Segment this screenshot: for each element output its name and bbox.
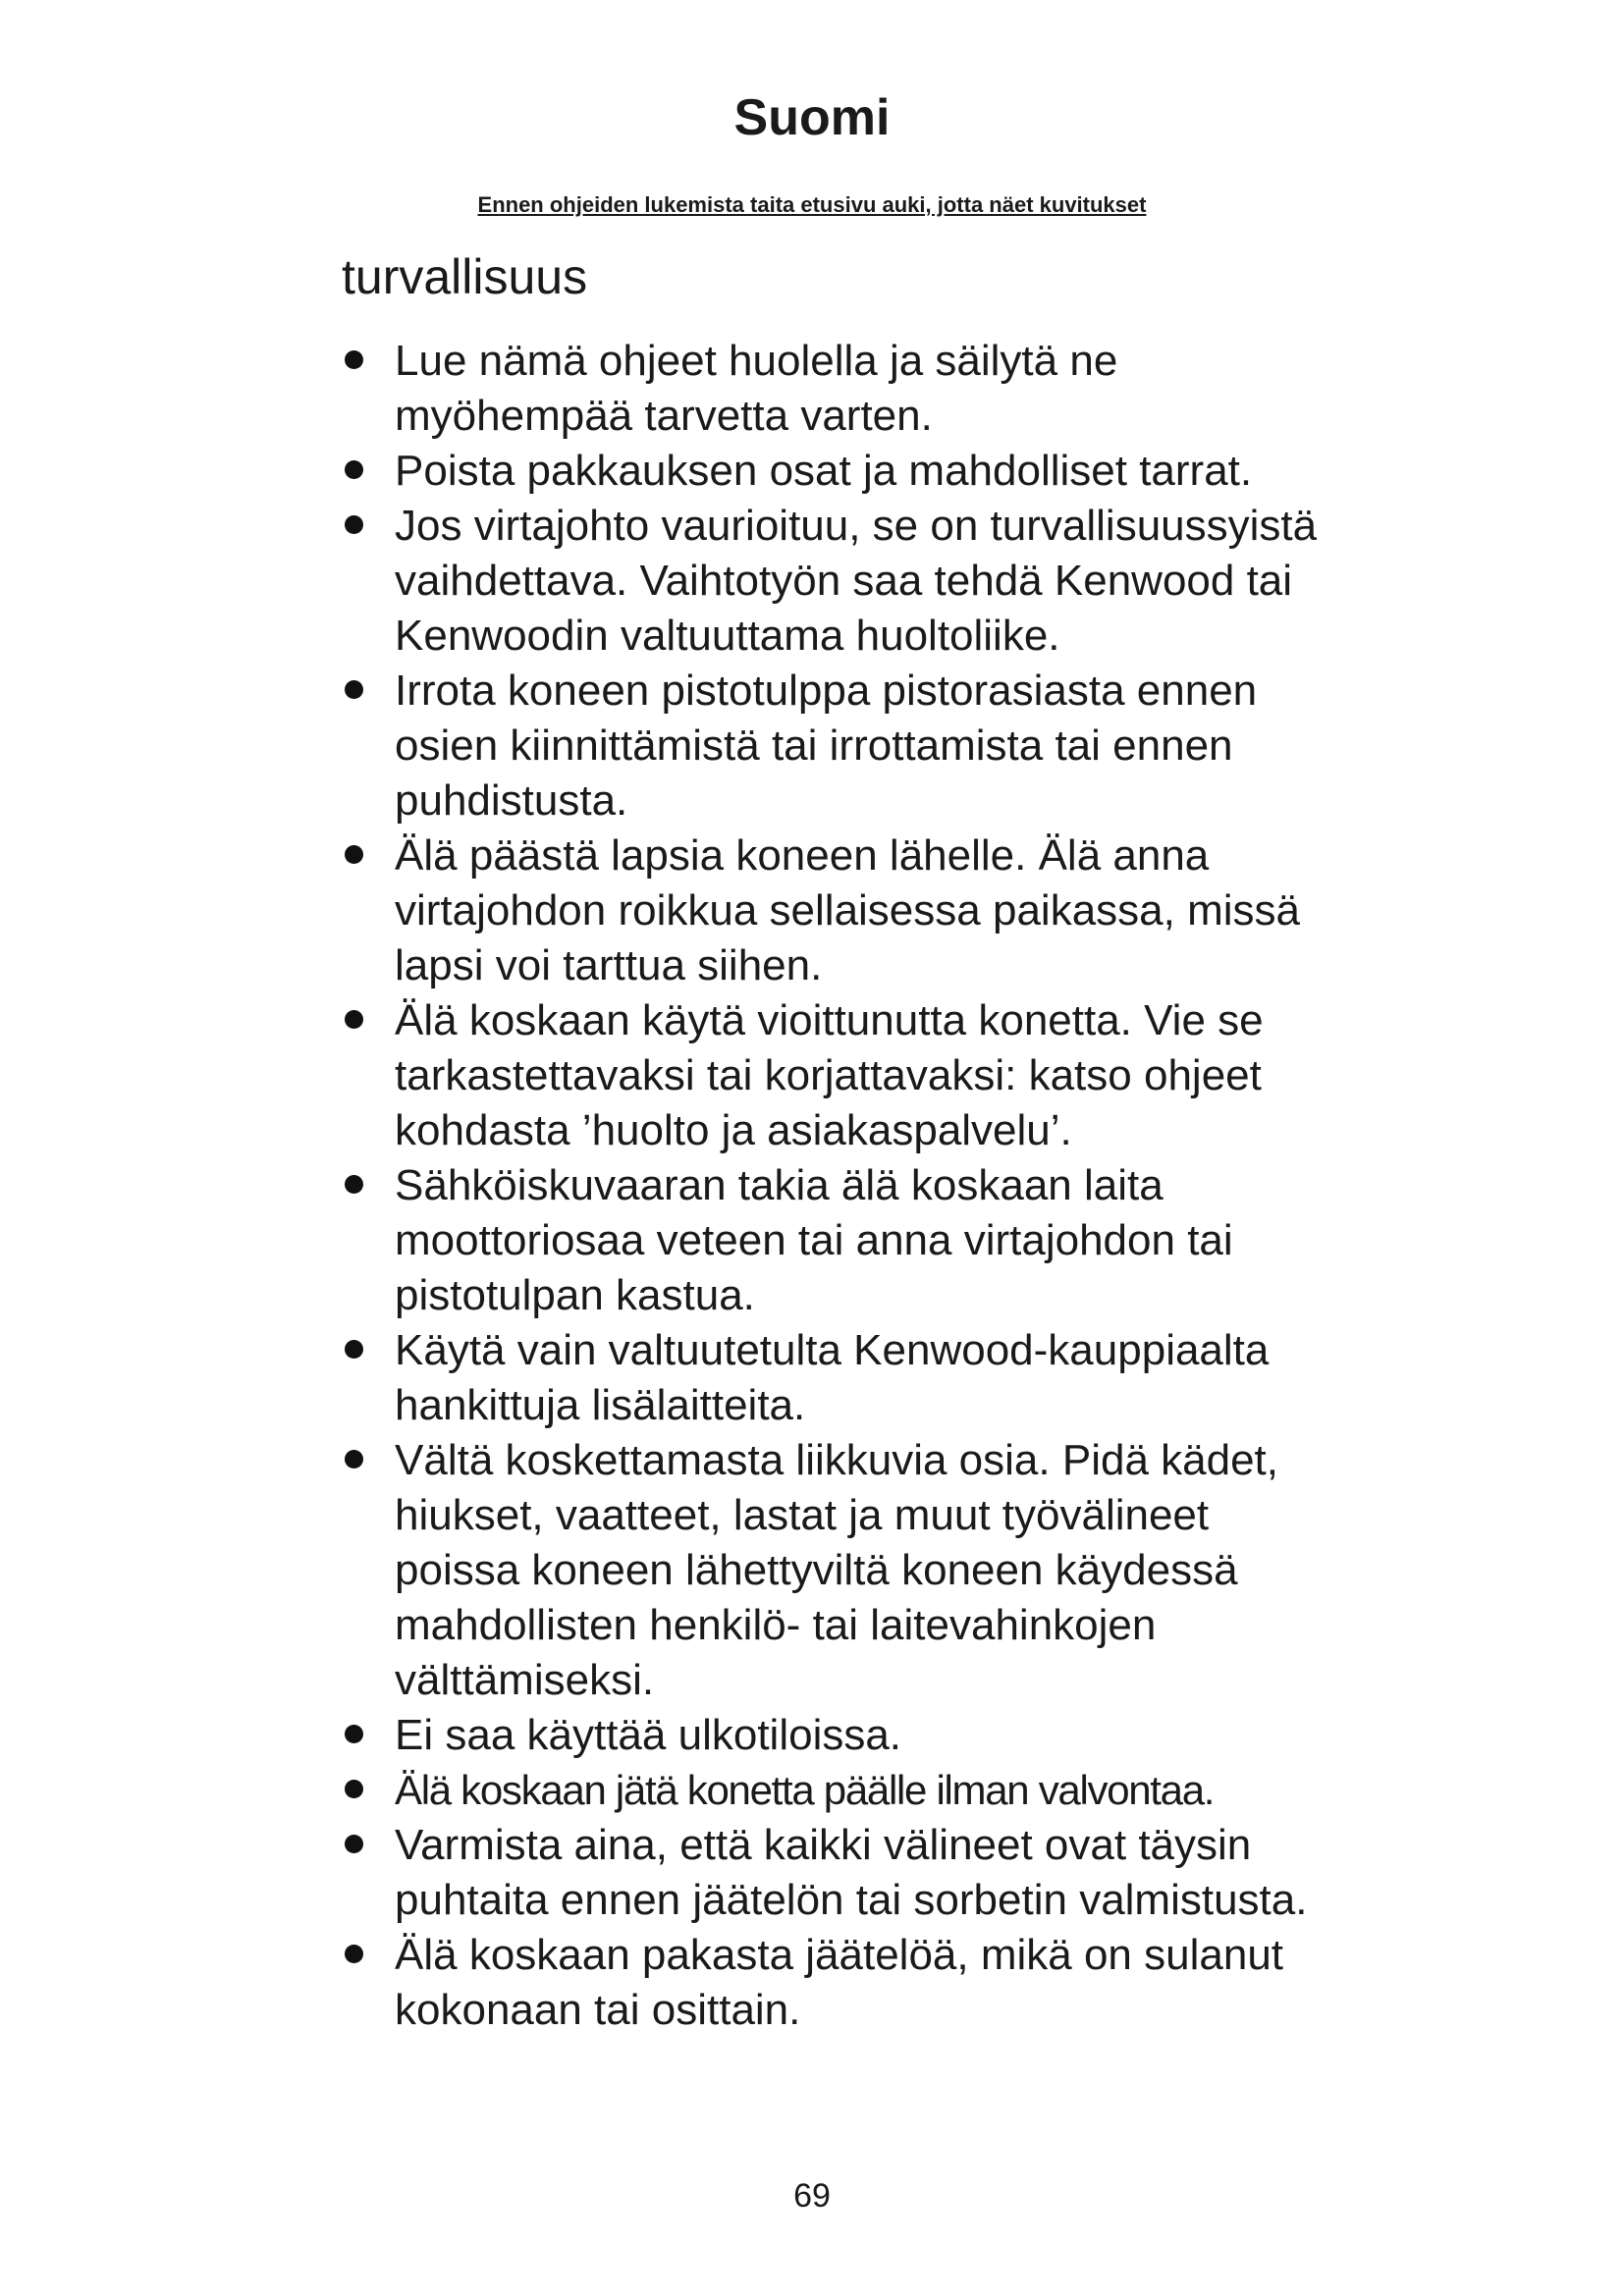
list-item: Varmista aina, että kaikki välineet ovat täysin puhtaita ennen jäätelön tai sorbetin valmistusta.	[342, 1818, 1333, 1928]
list-item: Sähköiskuvaaran takia älä koskaan laita moottoriosaa veteen tai anna virtajohdon tai pistotulpan kastua.	[342, 1158, 1333, 1323]
list-item: Ei saa käyttää ulkotiloissa.	[342, 1708, 1333, 1763]
list-item: Älä koskaan pakasta jäätelöä, mikä on sulanut kokonaan tai osittain.	[342, 1928, 1333, 2038]
list-item: Käytä vain valtuutetulta Kenwood-kauppiaalta hankittuja lisälaitteita.	[342, 1323, 1333, 1433]
list-item: Irrota koneen pistotulppa pistorasiasta ennen osien kiinnittämistä tai irrottamista tai ennen puhdistusta.	[342, 664, 1333, 828]
safety-list	[342, 334, 1333, 2038]
intro-note: Ennen ohjeiden lukemista taita etusivu auki, jotta näet kuvitukset	[477, 192, 1147, 217]
page-number: 69	[793, 2177, 831, 2215]
section-heading: turvallisuus	[342, 249, 588, 304]
list-item: Jos virtajohto vaurioituu, se on turvallisuussyistä vaihdettava. Vaihtotyön saa tehdä Kenwood tai Kenwoodin valtuuttama huoltoliike.	[342, 499, 1333, 664]
list-item: Lue nämä ohjeet huolella ja säilytä ne myöhempää tarvetta varten.	[342, 334, 1333, 444]
list-item: Älä päästä lapsia koneen lähelle. Älä anna virtajohdon roikkua sellaisessa paikassa, missä lapsi voi tarttua siihen.	[342, 828, 1333, 993]
list-item: Älä koskaan jätä konetta päälle ilman valvontaa.	[342, 1763, 1333, 1818]
list-item: Älä koskaan käytä vioittunutta konetta. Vie se tarkastettavaksi tai korjattavaksi: katso ohjeet kohdasta ’huolto ja asiakaspalvelu’.	[342, 993, 1333, 1158]
list-item: Poista pakkauksen osat ja mahdolliset tarrat.	[342, 444, 1333, 499]
page-title: Suomi	[733, 89, 891, 146]
list-item: Vältä koskettamasta liikkuvia osia. Pidä kädet, hiukset, vaatteet, lastat ja muut työvälineet poissa koneen lähettyviltä koneen käydessä mahdollisten henkilö- tai laitevahinkojen välttämiseksi.	[342, 1433, 1333, 1708]
